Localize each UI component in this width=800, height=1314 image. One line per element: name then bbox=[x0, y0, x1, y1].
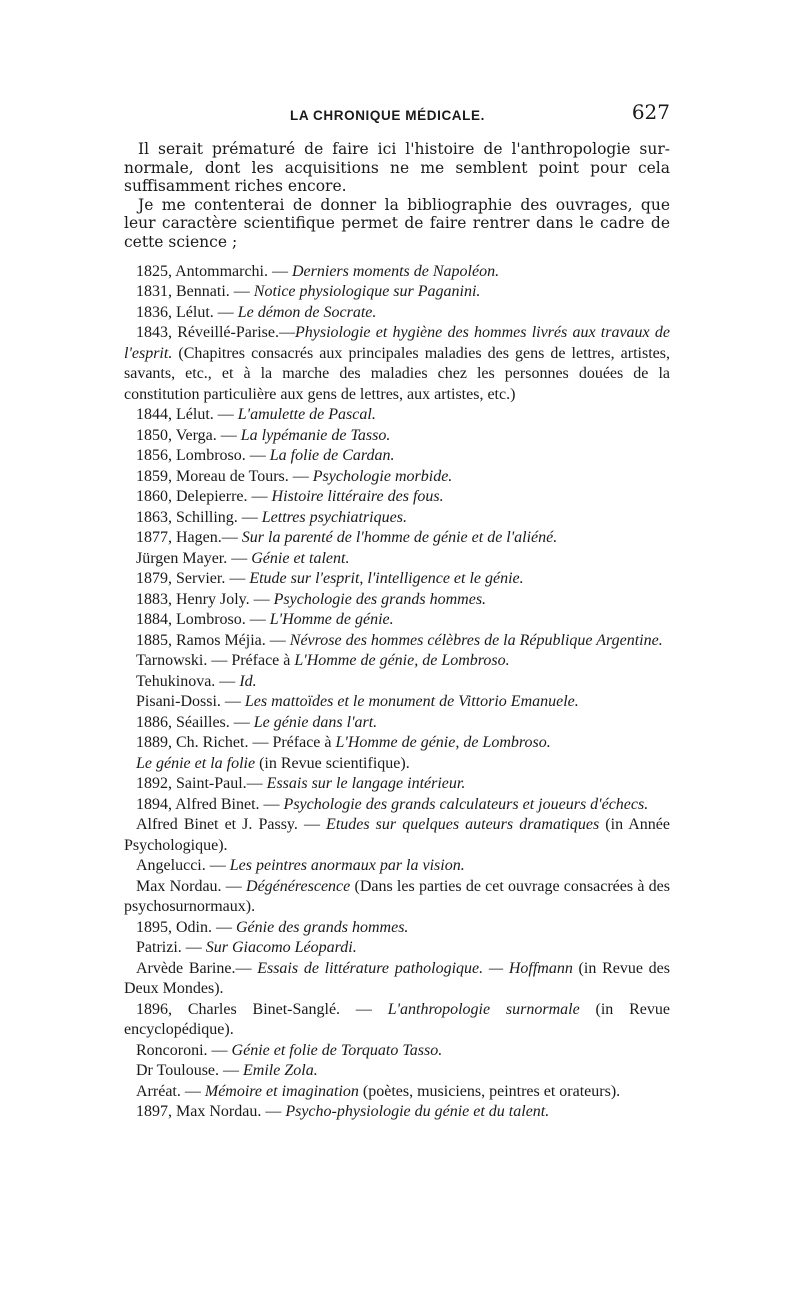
entry-author: 1843, Réveillé-Parise.— bbox=[136, 324, 295, 342]
bibliography-entry bbox=[112, 446, 670, 467]
entry-author: 1850, Verga. — bbox=[136, 426, 241, 444]
document-page bbox=[124, 100, 670, 1123]
entry-title: La lypémanie de Tasso. bbox=[240, 426, 391, 444]
entry-author: Arréat. — bbox=[136, 1082, 205, 1100]
entry-title: Génie et folie de Torquato Tasso. bbox=[231, 1041, 443, 1059]
bibliography-entry bbox=[112, 1041, 670, 1062]
entry-title: Id. bbox=[239, 672, 257, 690]
entry-author: Patrizi. — bbox=[136, 939, 206, 957]
entry-title: Mémoire et imagination bbox=[204, 1082, 359, 1100]
bibliography-entry bbox=[112, 610, 670, 631]
bibliography-entry bbox=[112, 467, 670, 488]
bibliography-entry bbox=[112, 569, 670, 590]
bibliography-entry bbox=[112, 303, 670, 324]
entry-author: Roncoroni. — bbox=[136, 1041, 232, 1059]
bibliography-entry bbox=[112, 405, 670, 426]
bibliography-entry bbox=[112, 877, 670, 918]
entry-title: Dégénérescence bbox=[246, 877, 351, 895]
entry-title: Les mattoïdes et le monument de Vittorio Emanuele. bbox=[244, 693, 579, 711]
entry-author: 1825, Antommarchi. — bbox=[136, 262, 292, 280]
entry-title: L'anthropologie surnormale bbox=[387, 1000, 580, 1018]
entry-title: Névrose des hommes célèbres de la République Argentine. bbox=[289, 631, 663, 649]
bibliography-entry bbox=[112, 856, 670, 877]
entry-author: Arvède Barine.— bbox=[136, 959, 258, 977]
bibliography-entry bbox=[112, 590, 670, 611]
entry-author: 1836, Lélut. — bbox=[136, 303, 238, 321]
entry-title: Essais de littérature pathologique. — Hoffmann bbox=[257, 959, 573, 977]
entry-note: (Chapitres consacrés aux principales maladies des gens de lettres, artistes, savants, etc., et à la marche des maladies chez les personnes douées de la constitution particulière aux gens de lettres, aux artistes, etc.) bbox=[124, 344, 670, 403]
entry-title: Emile Zola. bbox=[243, 1062, 318, 1080]
entry-note: (in Revue scientifique). bbox=[255, 754, 410, 772]
entry-author: 1896, Charles Binet-Sanglé. — bbox=[136, 1000, 388, 1018]
bibliography-entry bbox=[112, 426, 670, 447]
entry-note: (in Revue encyclopédique). bbox=[124, 1000, 670, 1039]
page-header bbox=[124, 100, 670, 134]
entry-author: 1885, Ramos Méjia. — bbox=[136, 631, 290, 649]
bibliography-entry bbox=[112, 918, 670, 939]
entry-author: 1877, Hagen.— bbox=[136, 529, 242, 547]
entry-title: Derniers moments de Napoléon. bbox=[291, 262, 500, 280]
entry-note: (poètes, musiciens, peintres et orateurs). bbox=[358, 1082, 621, 1100]
entry-author: 1863, Schilling. — bbox=[136, 508, 262, 526]
entry-note: (in Revue des Deux Mondes). bbox=[124, 959, 671, 998]
entry-author: 1886, Séailles. — bbox=[136, 713, 254, 731]
bibliography-entry bbox=[112, 754, 670, 775]
bibliography-entry bbox=[112, 651, 670, 672]
entry-author: Tehukinova. — bbox=[136, 672, 240, 690]
bibliography-entry bbox=[112, 938, 670, 959]
bibliography-list bbox=[124, 262, 670, 1123]
bibliography-entry bbox=[112, 323, 670, 405]
bibliography-entry bbox=[112, 1082, 670, 1103]
entry-title: La folie de Cardan. bbox=[269, 447, 395, 465]
intro-paragraph: Il serait prématuré de faire ici l'histoire de l'anthropologie sur-normale, dont les acquisitions ne me semblent point pour cela suffisamment riches encore. bbox=[124, 140, 670, 196]
entry-title: Psychologie morbide. bbox=[312, 467, 453, 485]
entry-title: Génie et talent. bbox=[251, 549, 350, 567]
entry-author: 1889, Ch. Richet. — Préface à bbox=[136, 734, 336, 752]
entry-title: Lettres psychiatriques. bbox=[261, 508, 407, 526]
entry-title: Etude sur l'esprit, l'intelligence et le génie. bbox=[249, 570, 524, 588]
bibliography-entry bbox=[112, 262, 670, 283]
entry-note: (Dans les parties de cet ouvrage consacrées à des psychosurnormaux). bbox=[124, 877, 670, 916]
entry-title: Sur la parenté de l'homme de génie et de l'aliéné. bbox=[241, 529, 558, 547]
entry-author: 1879, Servier. — bbox=[136, 570, 250, 588]
intro-text bbox=[124, 140, 670, 252]
entry-author: Jürgen Mayer. — bbox=[136, 549, 252, 567]
running-head: LA CHRONIQUE MÉDICALE. bbox=[290, 108, 485, 123]
entry-author: 1856, Lombroso. — bbox=[136, 447, 270, 465]
entry-author: 1844, Lélut. — bbox=[136, 406, 238, 424]
bibliography-entry bbox=[112, 508, 670, 529]
bibliography-entry bbox=[112, 549, 670, 570]
bibliography-entry bbox=[112, 1061, 670, 1082]
bibliography-entry bbox=[112, 1000, 670, 1041]
entry-author: 1860, Delepierre. — bbox=[136, 488, 272, 506]
entry-title: Le génie et la folie bbox=[136, 754, 256, 772]
entry-title: Notice physiologique sur Paganini. bbox=[253, 283, 481, 301]
entry-author: Angelucci. — bbox=[136, 857, 230, 875]
bibliography-entry bbox=[112, 672, 670, 693]
bibliography-entry bbox=[112, 528, 670, 549]
entry-author: 1897, Max Nordau. — bbox=[136, 1103, 286, 1121]
entry-title: Psychologie des grands calculateurs et joueurs d'échecs. bbox=[283, 795, 649, 813]
entry-title: Physiologie et hygiène des hommes livrés aux travaux de l'esprit. bbox=[124, 324, 670, 362]
entry-title: L'amulette de Pascal. bbox=[237, 406, 376, 424]
entry-title: Génie des grands hommes. bbox=[236, 918, 409, 936]
entry-title: Le démon de Socrate. bbox=[237, 303, 377, 321]
entry-author: 1892, Saint-Paul.— bbox=[136, 775, 267, 793]
bibliography-entry bbox=[112, 1102, 670, 1123]
entry-note: (in Année Psychologique). bbox=[124, 816, 671, 854]
entry-author: 1883, Henry Joly. — bbox=[136, 590, 274, 608]
bibliography-entry bbox=[112, 774, 670, 795]
intro-paragraph: Je me contenterai de donner la bibliographie des ouvrages, que leur caractère scientifique permet de faire rentrer dans le cadre de cette science ; bbox=[124, 195, 670, 251]
entry-author: Tarnowski. — Préface à bbox=[136, 652, 295, 670]
entry-title: L'Homme de génie. bbox=[269, 611, 394, 629]
bibliography-entry bbox=[112, 692, 670, 713]
entry-author: 1831, Bennati. — bbox=[136, 283, 254, 301]
entry-author: 1894, Alfred Binet. — bbox=[136, 795, 284, 813]
entry-title: Le génie dans l'art. bbox=[253, 713, 378, 731]
entry-title: L'Homme de génie, de Lombroso. bbox=[335, 734, 551, 752]
entry-title: Etudes sur quelques auteurs dramatiques bbox=[326, 816, 600, 834]
entry-title: Histoire littéraire des fous. bbox=[271, 488, 444, 506]
entry-author: 1884, Lombroso. — bbox=[136, 611, 270, 629]
bibliography-entry bbox=[112, 959, 670, 1000]
entry-title: L'Homme de génie, de Lombroso. bbox=[294, 652, 510, 670]
entry-author: Max Nordau. — bbox=[136, 877, 247, 895]
bibliography-entry bbox=[112, 815, 670, 856]
entry-title: Les peintres anormaux par la vision. bbox=[229, 857, 465, 875]
entry-title: Psychologie des grands hommes. bbox=[273, 590, 487, 608]
entry-title: Sur Giacomo Léopardi. bbox=[205, 939, 357, 957]
bibliography-entry bbox=[112, 733, 670, 754]
bibliography-entry bbox=[112, 631, 670, 652]
bibliography-entry bbox=[112, 795, 670, 816]
bibliography-entry bbox=[112, 487, 670, 508]
entry-author: Alfred Binet et J. Passy. — bbox=[136, 816, 327, 834]
bibliography-entry bbox=[112, 282, 670, 303]
entry-author: Pisani-Dossi. — bbox=[136, 693, 245, 711]
bibliography-entry bbox=[112, 713, 670, 734]
entry-author: 1895, Odin. — bbox=[136, 918, 236, 936]
entry-author: Dr Toulouse. — bbox=[136, 1062, 244, 1080]
entry-title: Essais sur le langage intérieur. bbox=[266, 775, 466, 793]
page-number: 627 bbox=[631, 100, 670, 124]
entry-author: 1859, Moreau de Tours. — bbox=[136, 467, 313, 485]
entry-title: Psycho-physiologie du génie et du talent. bbox=[285, 1103, 550, 1121]
